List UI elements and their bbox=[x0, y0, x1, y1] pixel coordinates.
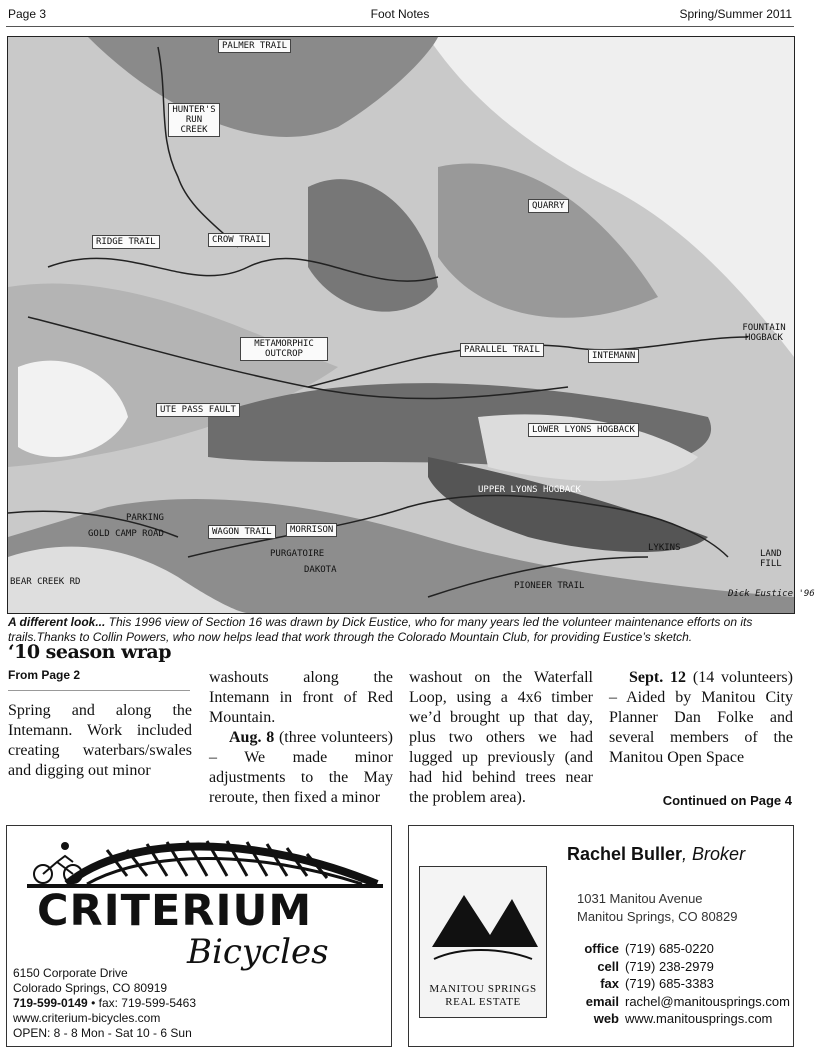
column-2-date: Aug. 8 bbox=[229, 729, 275, 746]
criterium-name: CRITERIUM bbox=[37, 886, 313, 936]
contact-label: web bbox=[593, 1011, 619, 1026]
contact-value: (719) 238-2979 bbox=[625, 958, 714, 974]
column-3-text: washout on the Waterfall Loop, using a 4x6 timber we’d brought up that day, plus two others we had lugged up previously (and had hid behind trees near the problem area). bbox=[409, 669, 593, 806]
column-1-text: Spring and along the Intemann. Work included creating waterbars/swales and digging out minor bbox=[8, 702, 192, 779]
column-4-date: Sept. 12 bbox=[629, 669, 687, 686]
column-4-text: (14 volunteers) – Aided by Manitou City Planner Dan Folke and several members of the Manitou Open Space bbox=[609, 669, 793, 766]
continued-note: Continued on Page 4 bbox=[662, 793, 792, 808]
map-label-quarry: QUARRY bbox=[528, 199, 569, 213]
map-label-hunters-run: HUNTER'S RUN CREEK bbox=[168, 103, 220, 137]
column-2-text-a: washouts along the Intemann in front of Red Mountain. bbox=[209, 669, 393, 726]
map-label-lower-lyons: LOWER LYONS HOGBACK bbox=[528, 423, 639, 437]
broker-address-1: 1031 Manitou Avenue bbox=[577, 891, 703, 906]
article-column-2 bbox=[209, 668, 393, 808]
broker-address-2: Manitou Springs, CO 80829 bbox=[577, 909, 738, 924]
issue-date: Spring/Summer 2011 bbox=[679, 7, 792, 21]
contact-row-fax bbox=[559, 975, 790, 993]
contact-label: email bbox=[585, 993, 619, 1009]
map-label-lykins: LYKINS bbox=[648, 543, 681, 553]
map-label-crow-trail: CROW TRAIL bbox=[208, 233, 270, 247]
criterium-script: Bicycles bbox=[187, 932, 329, 972]
map-label-parking: PARKING bbox=[126, 513, 164, 523]
manitou-real-estate-ad bbox=[408, 825, 794, 1047]
contact-label: office bbox=[584, 941, 619, 956]
column-2-text-b: (three volunteers) – We made minor adjustments to the May reroute, then fixed a minor bbox=[209, 729, 394, 806]
criterium-bicycles-ad bbox=[6, 825, 392, 1047]
article-from: From Page 2 bbox=[8, 668, 81, 682]
contact-row-office bbox=[559, 940, 790, 958]
from-rule bbox=[8, 690, 190, 691]
map-label-gold-camp-road: GOLD CAMP ROAD bbox=[88, 529, 164, 539]
newsletter-name: Foot Notes bbox=[370, 7, 430, 21]
caption-lead: A different look... bbox=[8, 615, 106, 629]
map-label-parallel-trail: PARALLEL TRAIL bbox=[460, 343, 544, 357]
criterium-hours: OPEN: 8 - 8 Mon - Sat 10 - 6 Sun bbox=[13, 1026, 192, 1040]
map-label-pioneer-trail: PIONEER TRAIL bbox=[514, 581, 585, 591]
map-signature: Dick Eustice '96 bbox=[728, 589, 815, 599]
map-label-fountain-hogback: FOUNTAIN HOGBACK bbox=[742, 323, 786, 343]
map-label-land-fill: LAND FILL bbox=[760, 549, 782, 569]
caption-text: This 1996 view of Section 16 was drawn by Dick Eustice, who for many years led the volunteer maintenance efforts on its trails.Thanks to Collin Powers, who now helps lead that work through the Colorado Mountain Club, for providing Eustice’s sketch. bbox=[8, 615, 753, 644]
broker-contacts bbox=[559, 940, 790, 1028]
article-column-4 bbox=[609, 668, 793, 768]
map-label-metamorphic: METAMORPHIC OUTCROP bbox=[240, 337, 328, 361]
criterium-info bbox=[13, 966, 196, 1041]
mountain-logo-icon bbox=[420, 867, 546, 979]
contact-label: fax bbox=[600, 976, 619, 991]
sketch-drawing bbox=[8, 37, 794, 613]
trail-sketch-map bbox=[7, 36, 815, 614]
map-label-ute-pass-fault: UTE PASS FAULT bbox=[156, 403, 240, 417]
contact-row-email bbox=[559, 993, 790, 1011]
map-label-intemann: INTEMANN bbox=[588, 349, 639, 363]
broker-address bbox=[577, 890, 737, 926]
map-label-upper-lyons: UPPER LYONS HOGBACK bbox=[478, 485, 581, 495]
logo-text bbox=[420, 983, 546, 1009]
map-label-purgatoire: PURGATOIRE bbox=[270, 549, 325, 559]
map-label-morrison: MORRISON bbox=[286, 523, 337, 537]
map-label-dakota: DAKOTA bbox=[304, 565, 337, 575]
map-label-ridge-trail: RIDGE TRAIL bbox=[92, 235, 160, 249]
article-column-3 bbox=[409, 668, 593, 808]
logo-line-2: REAL ESTATE bbox=[445, 996, 521, 1008]
criterium-address-2: Colorado Springs, CO 80919 bbox=[13, 981, 168, 995]
contact-web-link[interactable]: www.manitousprings.com bbox=[625, 1011, 773, 1026]
contact-row-web bbox=[559, 1010, 790, 1028]
contact-row-cell bbox=[559, 958, 790, 976]
criterium-phone: 719-599-0149 bbox=[13, 996, 88, 1010]
criterium-website[interactable]: www.criterium-bicycles.com bbox=[13, 1011, 161, 1025]
article-column-1 bbox=[8, 701, 192, 793]
broker-title: , Broker bbox=[682, 844, 746, 864]
page-header bbox=[0, 0, 800, 26]
article-title: ‘10 season wrap bbox=[8, 641, 172, 663]
contact-label: cell bbox=[597, 958, 619, 974]
page-number: Page 3 bbox=[8, 7, 47, 21]
broker-name-text: Rachel Buller bbox=[567, 844, 683, 864]
criterium-address-1: 6150 Corporate Drive bbox=[13, 966, 128, 980]
broker-name bbox=[567, 844, 745, 865]
contact-value: (719) 685-0220 bbox=[625, 941, 714, 956]
header-rule bbox=[6, 26, 794, 27]
contact-value: (719) 685-3383 bbox=[625, 976, 714, 991]
map-label-palmer-trail: PALMER TRAIL bbox=[218, 39, 291, 53]
contact-email-link[interactable]: rachel@manitousprings.com bbox=[625, 993, 790, 1009]
criterium-fax: • fax: 719-599-5463 bbox=[91, 996, 197, 1010]
map-label-wagon-trail: WAGON TRAIL bbox=[208, 525, 276, 539]
map-label-bear-creek: BEAR CREEK RD bbox=[10, 577, 81, 587]
logo-line-1: MANITOU SPRINGS bbox=[429, 983, 537, 995]
manitou-logo bbox=[419, 866, 547, 1018]
